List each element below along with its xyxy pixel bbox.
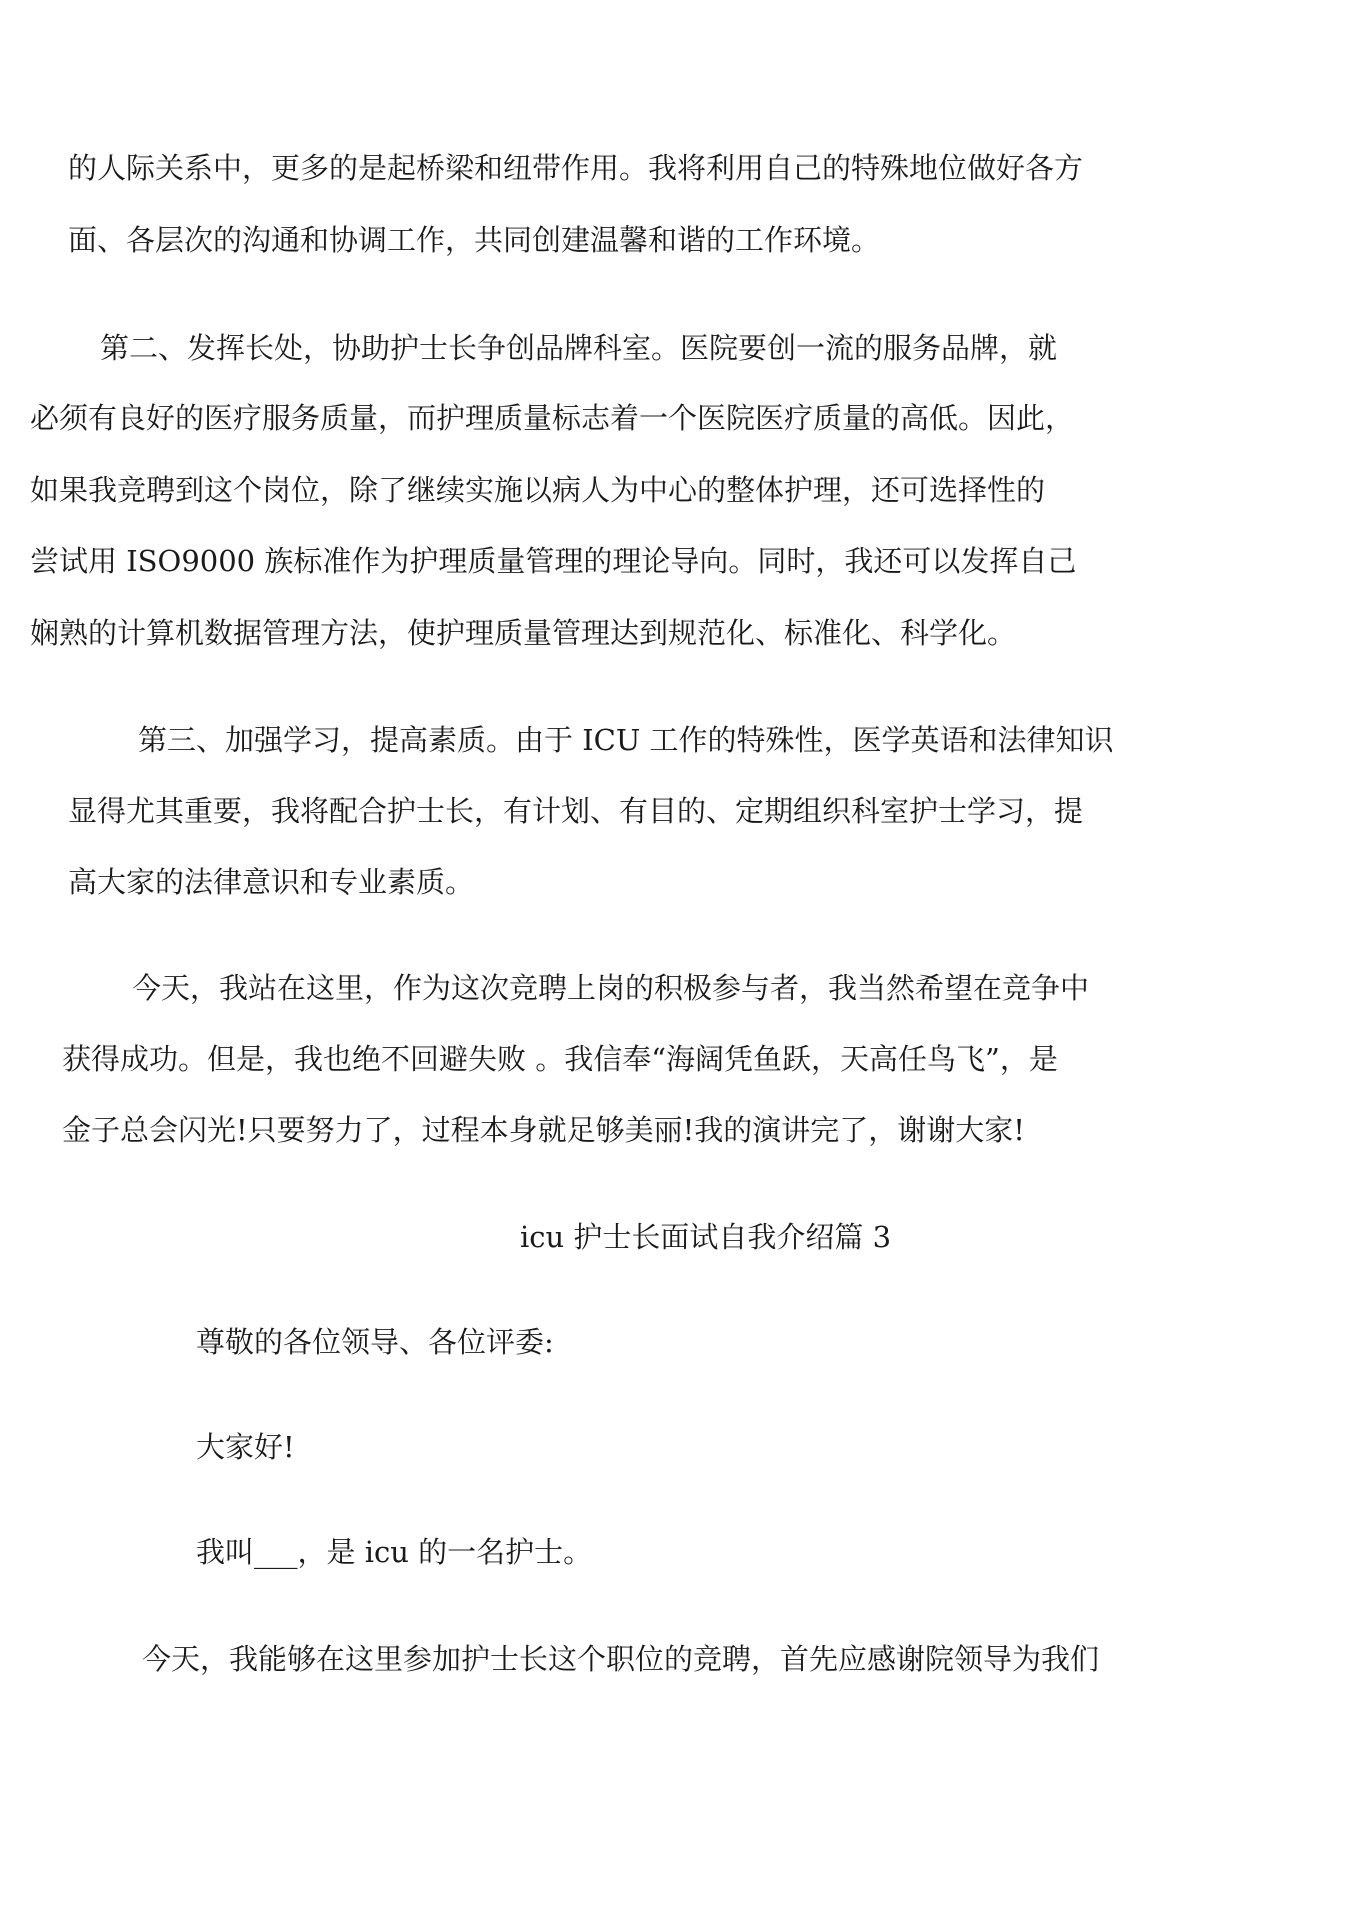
paragraph-2-line-3: 如果我竞聘到这个岗位，除了继续实施以病人为中心的整体护理，还可选择性的 [30, 473, 1046, 507]
paragraph-3-line-3: 高大家的法律意识和专业素质。 [68, 865, 475, 899]
paragraph-3-line-2: 显得尤其重要，我将配合护士长，有计划、有目的、定期组织科室护士学习，提 [68, 794, 1084, 828]
paragraph-5-line-1: 今天，我能够在这里参加护士长这个职位的竞聘，首先应感谢院领导为我们 [142, 1642, 1100, 1676]
paragraph-2-line-2: 必须有良好的医疗服务质量，而护理质量标志着一个医院医疗质量的高低。因此， [30, 401, 1075, 435]
paragraph-3-line-1: 第三、加强学习，提高素质。由于 ICU 工作的特殊性，医学英语和法律知识 [138, 723, 1114, 757]
paragraph-4-line-3: 金子总会闪光!只要努力了，过程本身就足够美丽!我的演讲完了，谢谢大家! [62, 1113, 1025, 1147]
paragraph-1-line-1: 的人际关系中，更多的是起桥梁和纽带作用。我将利用自己的特殊地位做好各方 [68, 151, 1084, 185]
paragraph-4-line-2: 获得成功。但是，我也绝不回避失败 。我信奉“海阔凭鱼跃，天高任鸟飞”，是 [62, 1042, 1058, 1076]
salutation: 尊敬的各位领导、各位评委: [196, 1325, 554, 1359]
paragraph-2-line-1: 第二、发挥长处，协助护士长争创品牌科室。医院要创一流的服务品牌，就 [100, 331, 1058, 365]
paragraph-1-line-2: 面、各层次的沟通和协调工作，共同创建温馨和谐的工作环境。 [68, 223, 881, 257]
greeting: 大家好! [196, 1430, 295, 1464]
paragraph-2-line-5: 娴熟的计算机数据管理方法，使护理质量管理达到规范化、标准化、科学化。 [30, 616, 1017, 650]
paragraph-2-line-4: 尝试用 ISO9000 族标准作为护理质量管理的理论导向。同时，我还可以发挥自己 [30, 544, 1077, 578]
section-title: icu 护士长面试自我介绍篇 3 [520, 1220, 892, 1254]
self-intro: 我叫___，是 icu 的一名护士。 [196, 1535, 593, 1569]
paragraph-4-line-1: 今天，我站在这里，作为这次竞聘上岗的积极参与者，我当然希望在竞争中 [132, 971, 1090, 1005]
